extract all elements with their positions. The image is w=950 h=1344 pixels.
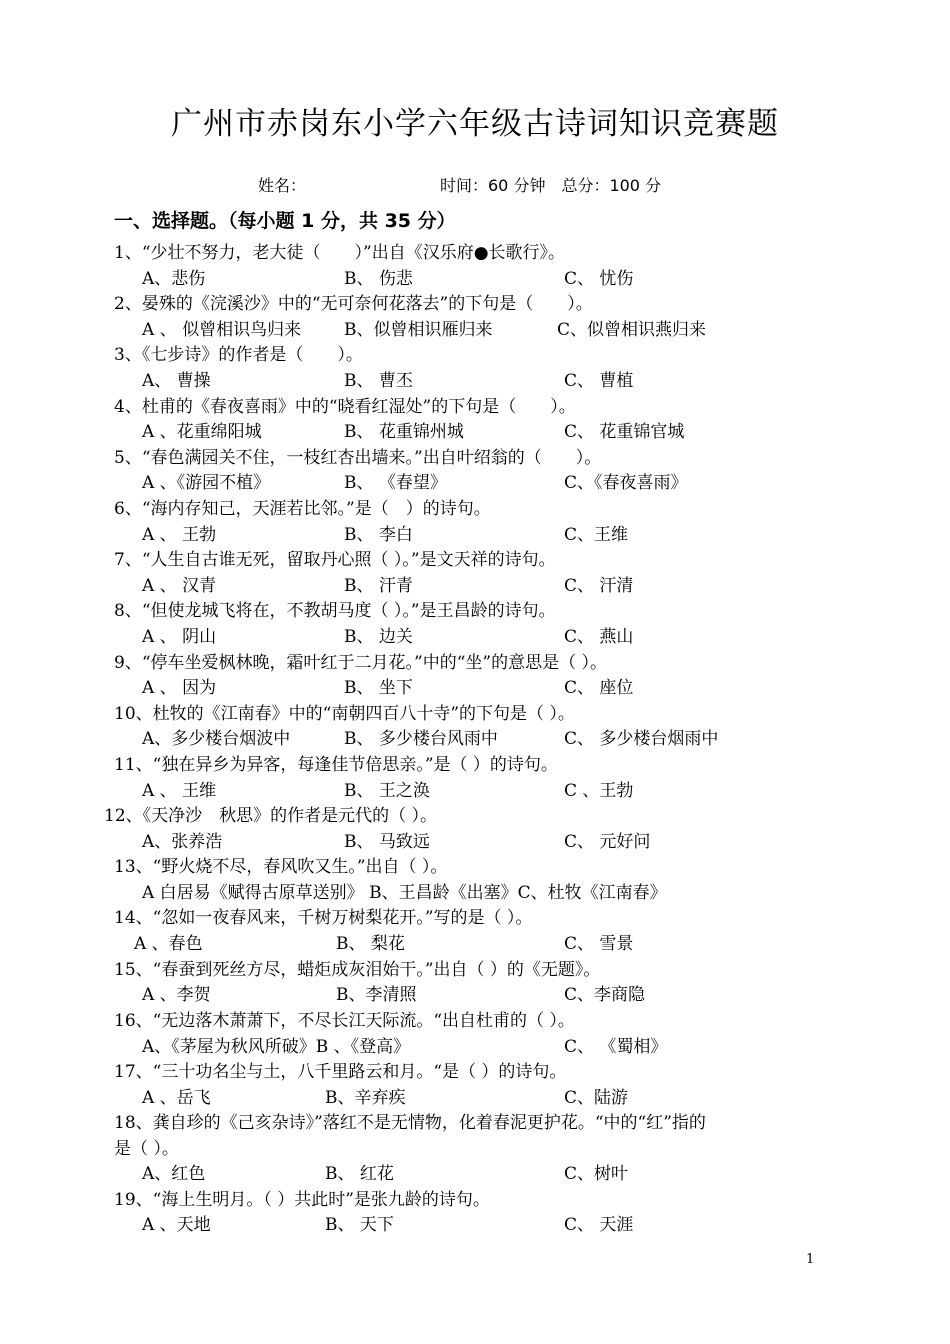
- option-a: A 、 汉青: [142, 576, 217, 596]
- option-b: B、 马致远: [344, 832, 430, 852]
- question-stem: 16、“无边落木萧萧下，不尽长江天际流。“出自杜甫的（ ）。: [114, 1011, 575, 1031]
- option-a: A 、李贺: [142, 985, 211, 1005]
- question-stem: 12、《天净沙 秋思》的作者是元代的（ ）。: [104, 806, 438, 826]
- option-c: C、似曾相识燕归来: [557, 320, 707, 340]
- question-stem: 9、“停车坐爱枫林晚，霜叶红于二月花。”中的“坐”的意思是（ ）。: [114, 653, 607, 673]
- option-b: B、 花重锦州城: [344, 422, 464, 442]
- option-a: A、 曹操: [142, 371, 211, 391]
- option-a: A 、《游园不植》: [142, 473, 271, 493]
- option-b: B、 多少楼台风雨中: [344, 729, 498, 749]
- question-stem: 2、晏殊的《浣溪沙》中的“无可奈何花落去”的下句是（ ）。: [114, 294, 593, 314]
- option-a: A 、 阴山: [142, 627, 217, 647]
- question-stem: 19、“海上生明月。（ ）共此时”是张九龄的诗句。: [114, 1190, 490, 1210]
- option-line: A 白居易《赋得古原草送别》 B、王昌龄《出塞》C、杜牧《江南春》: [142, 883, 667, 903]
- option-c: C、李商隐: [564, 985, 646, 1005]
- option-b: B、 红花: [325, 1164, 394, 1184]
- option-a: A、悲伤: [142, 269, 206, 289]
- question-stem: 3、《七步诗》的作者是（ ）。: [114, 345, 363, 365]
- section-title: 一、选择题。（每小题 1 分，共 35 分）: [114, 210, 456, 232]
- option-c: C、陆游: [564, 1088, 629, 1108]
- option-c: C、 曹植: [564, 371, 634, 391]
- option-a: A 、春色: [134, 934, 203, 954]
- option-c: C、 《蜀相》: [564, 1037, 668, 1057]
- question-stem: 4、杜甫的《春夜喜雨》中的“晓看红湿处”的下句是（ ）。: [114, 397, 576, 417]
- option-c: C 、王勃: [564, 781, 634, 801]
- option-a: A、多少楼台烟波中: [142, 729, 291, 749]
- option-b: B、 曹丕: [344, 371, 413, 391]
- name-label: 姓名：: [258, 176, 307, 195]
- option-b: B、辛弃疾: [325, 1088, 406, 1108]
- option-ab: A、《茅屋为秋风所破》B 、《登高》: [142, 1037, 411, 1057]
- option-a: A 、 王维: [142, 781, 217, 801]
- option-c: C、 天涯: [564, 1215, 634, 1235]
- question-stem: 14、“忽如一夜春风来，千树万树梨花开。”写的是（ ）。: [114, 908, 533, 928]
- option-b: B、 天下: [325, 1215, 394, 1235]
- option-c: C、 忧伤: [564, 269, 634, 289]
- option-c: C、 汗清: [564, 576, 634, 596]
- question-stem: 7、“人生自古谁无死，留取丹心照（ ）。”是文天祥的诗句。: [114, 550, 556, 570]
- question-stem: 13、“野火烧不尽，春风吹又生。”出自（ ）。: [114, 857, 448, 877]
- option-b: B、 王之涣: [344, 781, 430, 801]
- option-a: A、红色: [142, 1164, 206, 1184]
- question-stem: 18、龚自珍的《己亥杂诗》”落红不是无情物，化着春泥更护花。“中的“红”指的: [114, 1113, 706, 1133]
- page-title: 广州市赤岗东小学六年级古诗词知识竞赛题: [171, 106, 779, 142]
- option-a: A 、岳飞: [142, 1088, 211, 1108]
- page-number: 1: [806, 1252, 815, 1267]
- option-a: A 、 因为: [142, 678, 217, 698]
- option-c: C、《春夜喜雨》: [564, 473, 688, 493]
- option-b: B、 李白: [344, 525, 413, 545]
- option-a: A 、 似曾相识鸟归来: [142, 320, 302, 340]
- option-a: A 、花重绵阳城: [142, 422, 262, 442]
- option-c: C、 元好问: [564, 832, 651, 852]
- option-a: A、张养浩: [142, 832, 223, 852]
- question-stem: 10、杜牧的《江南春》中的“南朝四百八十寺”的下句是（ ）。: [114, 704, 575, 724]
- question-stem: 5、“春色满园关不住，一枝红杏出墙来。”出自叶绍翁的（ ）。: [114, 448, 602, 468]
- option-b: B、 坐下: [344, 678, 413, 698]
- question-stem: 1、“少壮不努力，老大徒（ ）”出自《汉乐府●长歌行》。: [114, 243, 566, 263]
- option-a: A 、 王勃: [142, 525, 217, 545]
- option-b: B、 伤悲: [344, 269, 413, 289]
- question-stem: 11、“独在异乡为异客，每逢佳节倍思亲。”是（ ）的诗句。: [114, 755, 558, 775]
- question-stem: 6、“海内存知己，天涯若比邻。”是（ ）的诗句。: [114, 499, 491, 519]
- option-b: B、 《春望》: [344, 473, 447, 493]
- option-b: B、似曾相识雁归来: [344, 320, 493, 340]
- question-stem: 17、“三十功名尘与土，八千里路云和月。“是（ ）的诗句。: [114, 1062, 567, 1082]
- option-b: B、 梨花: [336, 934, 405, 954]
- option-c: C、 花重锦官城: [564, 422, 685, 442]
- question-stem-continued: 是（ ）。: [114, 1139, 179, 1159]
- option-c: C、 座位: [564, 678, 634, 698]
- option-c: C、 雪景: [564, 934, 634, 954]
- question-stem: 15、“春蚕到死丝方尽，蜡炬成灰泪始干。”出自（ ）的《无题》。: [114, 960, 601, 980]
- question-stem: 8、“但使龙城飞将在，不教胡马度（ ）。”是王昌龄的诗句。: [114, 601, 556, 621]
- option-b: B、 汗青: [344, 576, 413, 596]
- option-c: C、 多少楼台烟雨中: [564, 729, 719, 749]
- time-score-info: 时间：60 分钟 总分：100 分: [440, 176, 662, 195]
- option-c: C、 燕山: [564, 627, 634, 647]
- option-a: A 、天地: [142, 1215, 211, 1235]
- option-b: B、 边关: [344, 627, 413, 647]
- option-c: C、树叶: [564, 1164, 629, 1184]
- option-b: B、李清照: [336, 985, 417, 1005]
- option-c: C、王维: [564, 525, 629, 545]
